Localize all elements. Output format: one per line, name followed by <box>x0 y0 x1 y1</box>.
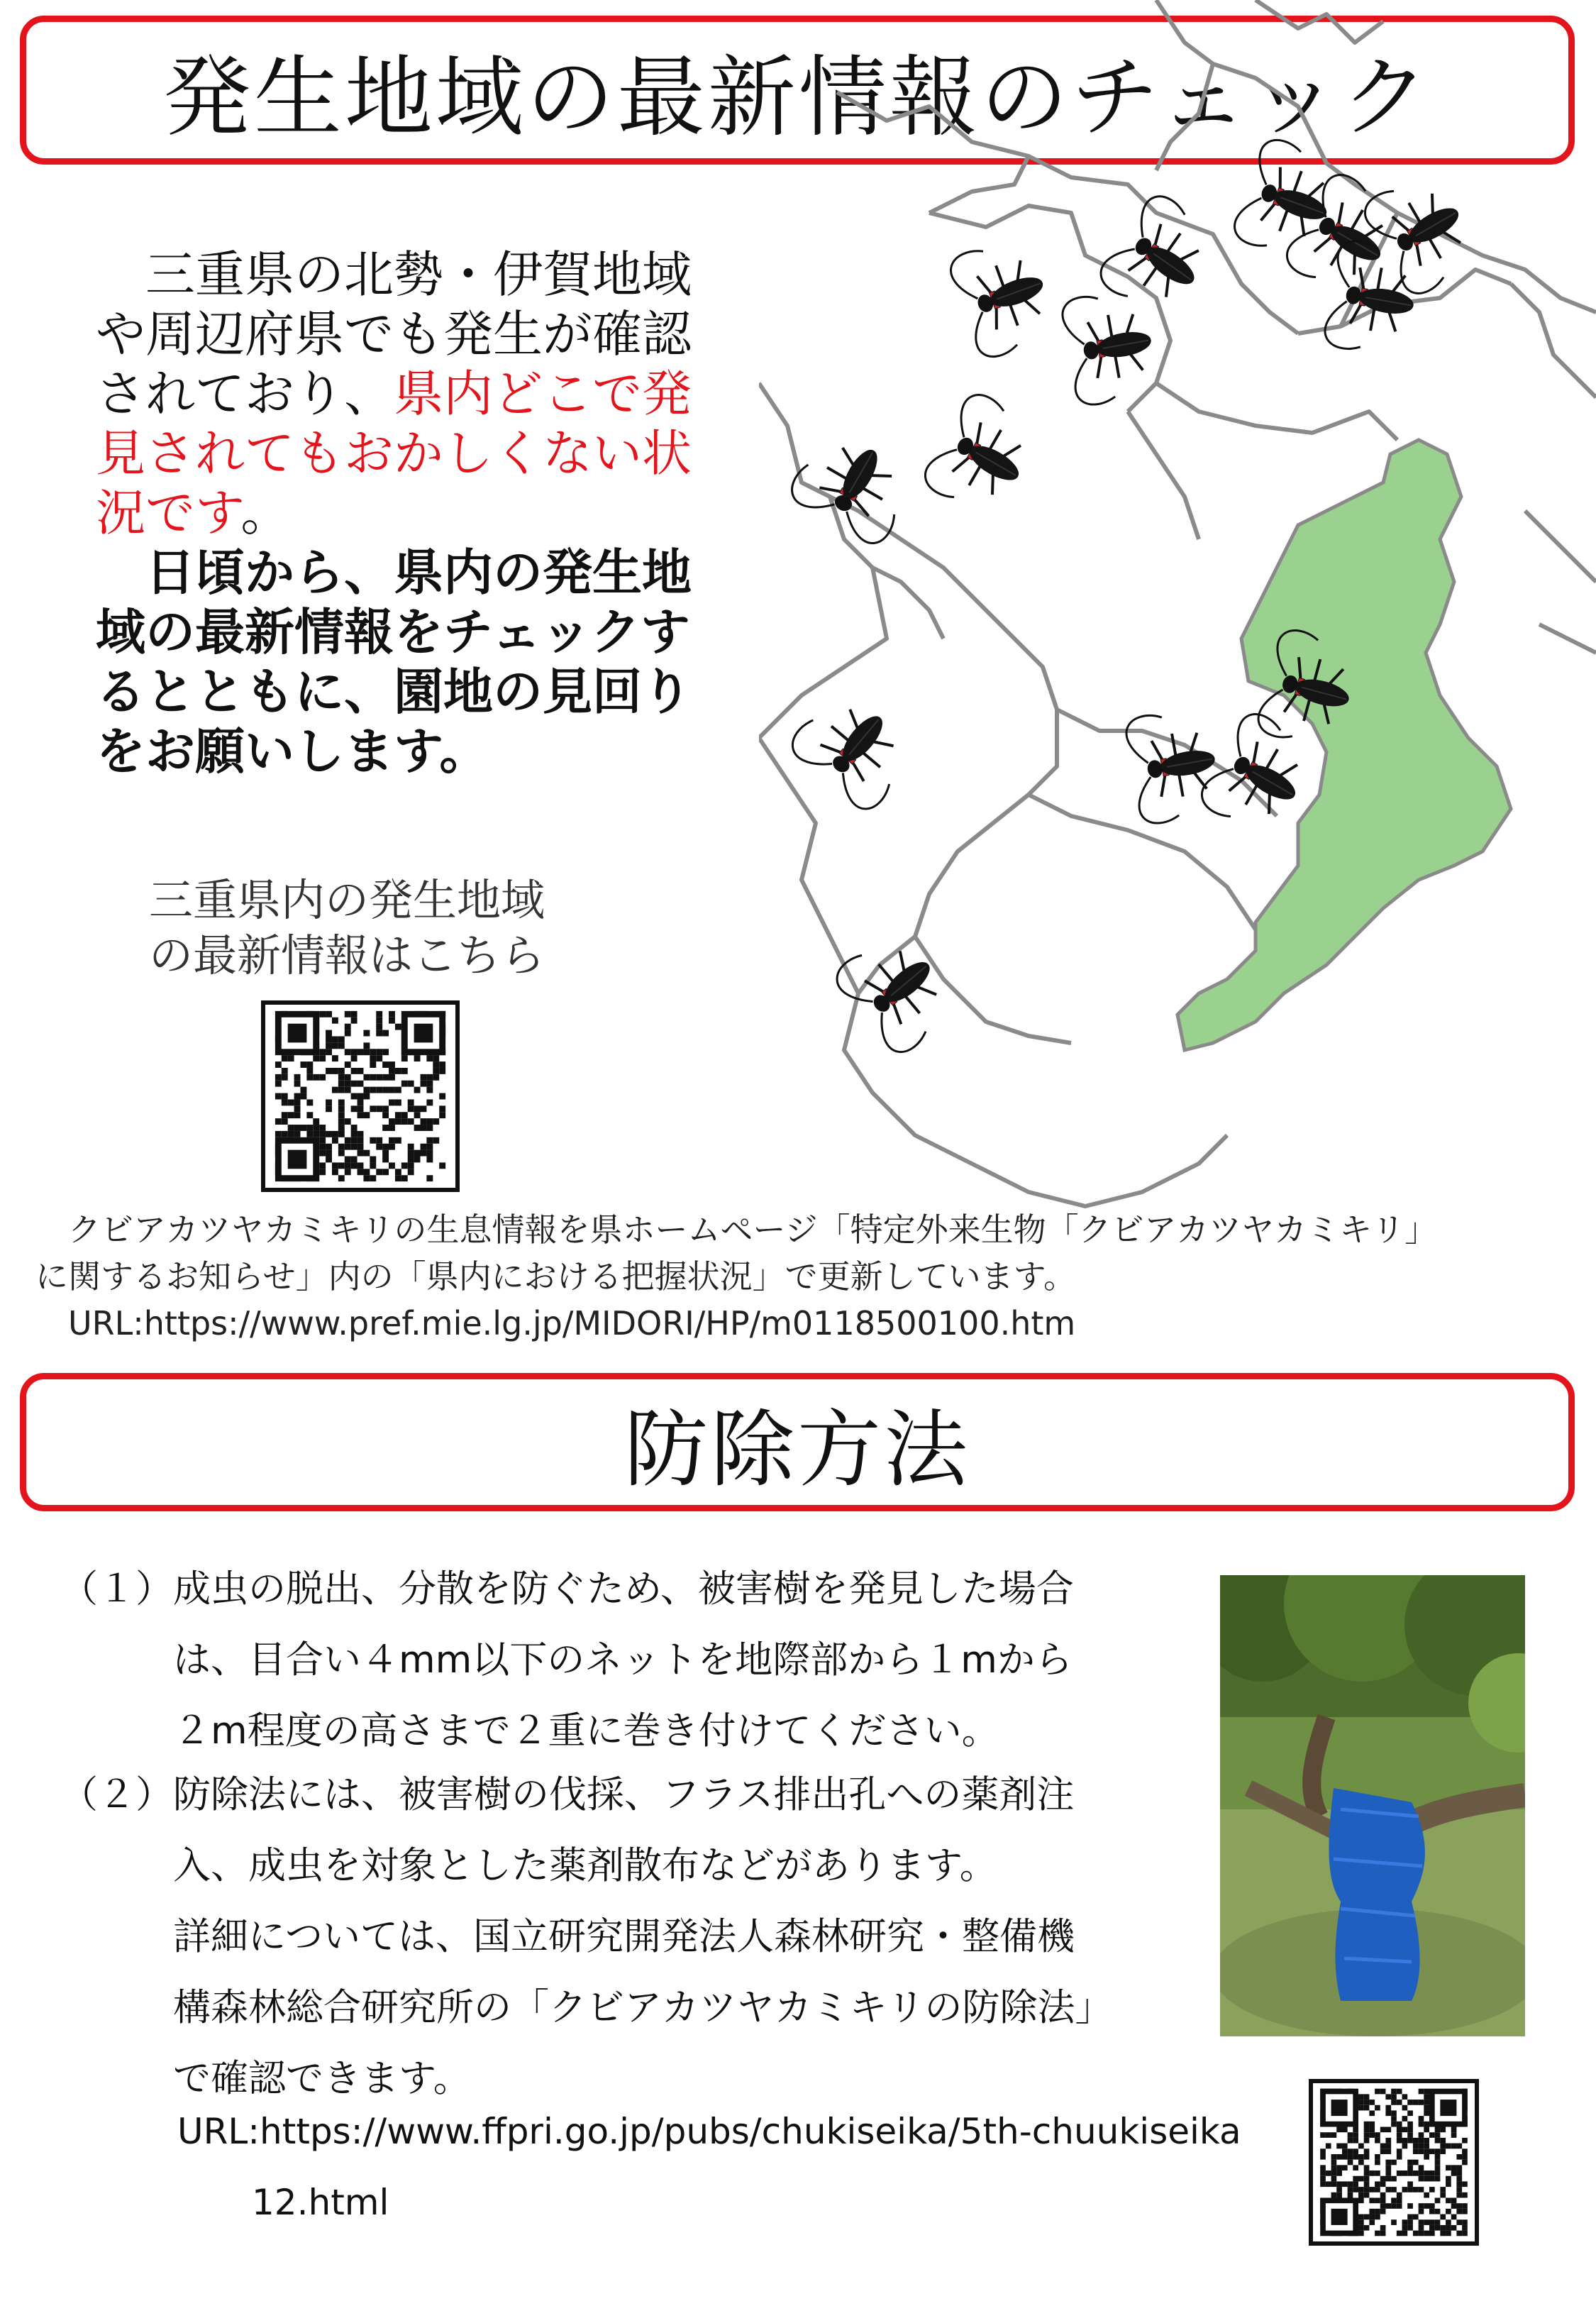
step-1-line-3: ２m程度の高さまで２重に巻き付けてください。 <box>60 1709 999 1753</box>
intro-line-7: 域の最新情報をチェックす <box>96 603 690 661</box>
beetle-icon <box>785 683 921 816</box>
intro-line-8: るとともに、園地の見回り <box>96 663 692 721</box>
step-1 <box>60 1554 1074 1767</box>
qr-pattern-icon <box>1313 2083 1475 2241</box>
step-1-line-1: （１）成虫の脱出、分散を防ぐため、被害樹を発見した場合 <box>60 1567 1074 1611</box>
beetle-icon <box>1060 287 1160 407</box>
qr-label-line-2: の最新情報はこちら <box>149 929 545 981</box>
ffpri-url-line-1[interactable]: URL:https://www.ffpri.go.jp/pubs/chukiseika/5th-chuukiseika <box>177 2111 1241 2152</box>
netted-tree-photo <box>1220 1575 1525 2036</box>
mie-prefecture <box>1177 440 1511 1050</box>
info-block <box>35 1206 1437 1347</box>
intro-line-9: をお願いします。 <box>96 722 489 780</box>
section2-title-box <box>20 1373 1575 1511</box>
step-1-line-2: は、目合い４mm以下のネットを地際部から１mから <box>60 1638 1073 1682</box>
qr-pattern-icon <box>265 1005 455 1188</box>
info-url[interactable]: URL:https://www.pref.mie.lg.jp/MIDORI/HP/m0118500100.htm <box>35 1304 1076 1342</box>
info-line-2: に関するお知らせ」内の「県内における把握状況」で更新しています。 <box>35 1257 1076 1296</box>
beetle-icon <box>919 388 1045 523</box>
intro-paragraph <box>96 245 734 781</box>
intro-line-6: 日頃から、県内の発生地 <box>96 544 692 602</box>
info-line-1: クビアカツヤカミキリの生息情報を県ホームページ「特定外来生物「クビアカツヤカミキリ」 <box>35 1210 1438 1249</box>
step-2-line-4: 構森林総合研究所の「クビアカツヤカミキリの防除法」 <box>60 1986 1113 2029</box>
qr-code-mie[interactable] <box>261 1000 460 1192</box>
step-2-line-1: （２）防除法には、被害樹の伐採、フラス排出孔への薬剤注 <box>60 1773 1075 1816</box>
beetle-icon <box>830 923 963 1059</box>
region-map <box>759 0 1596 1220</box>
qr-code-ffpri[interactable] <box>1309 2079 1479 2246</box>
step-2-line-5: で確認できます。 <box>60 2057 471 2100</box>
step-2-line-3: 詳細については、国立研究開発法人森林研究・整備機 <box>60 1915 1075 1958</box>
ffpri-url-line-2[interactable]: 12.html <box>252 2182 389 2223</box>
section1-title: 発生地域の最新情報のチェック <box>162 47 1432 149</box>
qr-label <box>149 873 545 983</box>
step-2 <box>60 1760 1112 2114</box>
intro-line-3: されており、県内どこで発 <box>96 365 692 423</box>
beetle-icon <box>1230 135 1344 265</box>
beetle-icon <box>946 232 1060 362</box>
intro-line-2: や周辺府県でも発生が確認 <box>96 305 692 363</box>
qr-label-line-1: 三重県内の発生地域 <box>149 874 545 926</box>
step-2-line-2: 入、成虫を対象とした薬剤散布などがあります。 <box>60 1844 997 1887</box>
intro-line-4: 見されてもおかしくない状 <box>96 424 692 482</box>
section2-title: 防除方法 <box>624 1400 970 1499</box>
intro-line-1: 三重県の北勢・伊賀地域 <box>96 246 692 304</box>
intro-line-5: 況です。 <box>96 484 291 542</box>
